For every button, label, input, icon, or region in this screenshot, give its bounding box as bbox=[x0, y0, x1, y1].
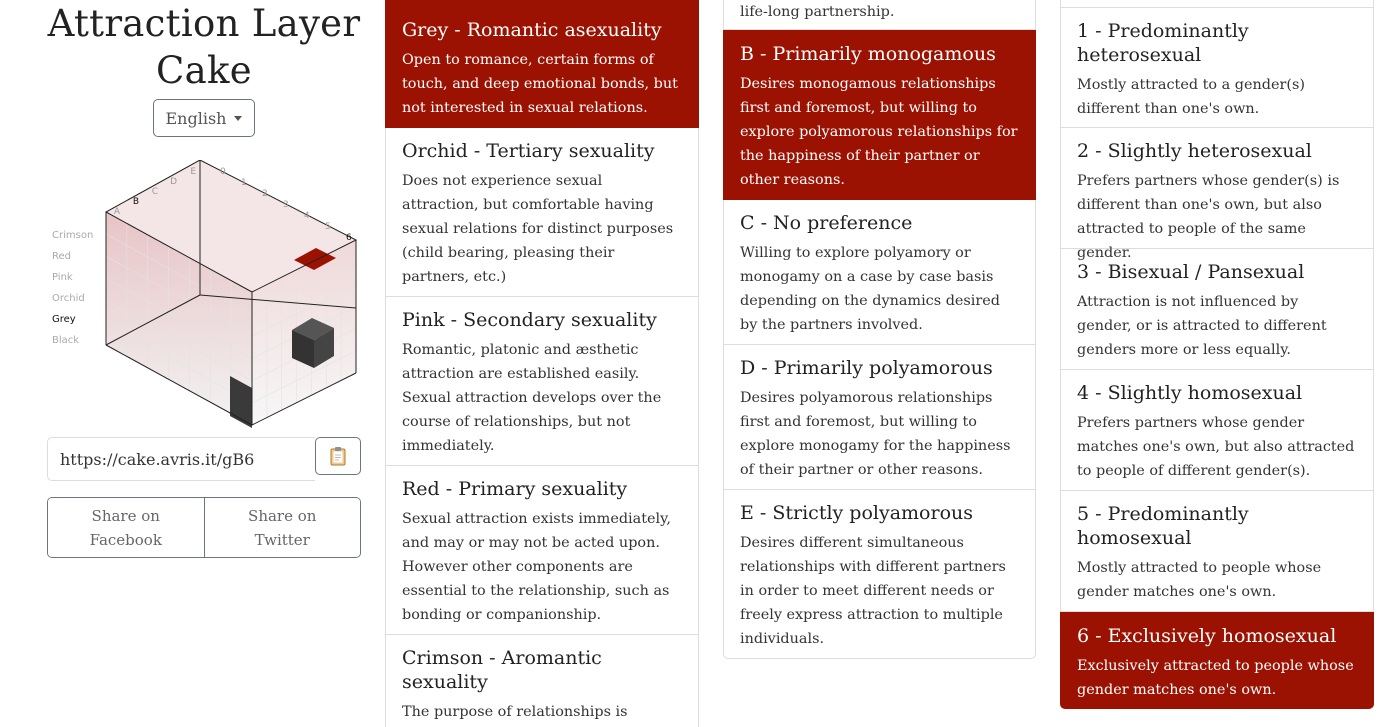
option-desc: Mostly attracted to people whose gender matches one's own. bbox=[1077, 560, 1322, 600]
option-desc: Sexual attraction exists immediately, and may or may not be acted upon. However other components are essential to the relationship, such as bonding or companionship. bbox=[402, 511, 671, 623]
cube-top-axis-label: B bbox=[132, 197, 139, 207]
attraction-cube[interactable] bbox=[40, 160, 368, 430]
cube-top-axis-label: C bbox=[151, 187, 158, 197]
left-panel bbox=[40, 0, 368, 549]
option-title: C - No preference bbox=[740, 212, 913, 234]
option-desc: Exclusively attracted to people whose gender matches one's own. bbox=[1077, 658, 1354, 698]
cube-top-axis-label: E bbox=[190, 167, 196, 177]
copy-url-button[interactable] bbox=[315, 437, 361, 475]
option-desc: The purpose of relationships is bbox=[402, 704, 628, 720]
option-polyamory-a-partial[interactable] bbox=[723, 0, 1036, 30]
option-desc: Prefers partners whose gender matches one's own, but also attracted to people of different gender(s). bbox=[1077, 415, 1355, 479]
language-selector-wrap bbox=[40, 99, 368, 137]
cube-layer-label: Crimson bbox=[52, 230, 94, 241]
option-desc: Romantic, platonic and æsthetic attraction are established easily. Sexual attraction develops over the course of relationships, but not immediately. bbox=[402, 342, 662, 454]
option-desc: Open to romance, certain forms of touch, and deep emotional bonds, but not interested in sexual relations. bbox=[402, 52, 678, 116]
app-title-line2: Cake bbox=[156, 49, 252, 92]
option-title: Grey - Romantic asexuality bbox=[402, 19, 662, 41]
option-orientation-2[interactable] bbox=[1060, 128, 1374, 261]
option-desc: Does not experience sexual attraction, but comfortable having sexual relations for distinct purposes (child bearing, pleasing their partners, etc.) bbox=[402, 173, 674, 285]
cube-side-axis-label: 1 bbox=[241, 178, 247, 188]
cube-side-axis-label: 0 bbox=[220, 167, 226, 177]
cube-layer-label: Orchid bbox=[52, 293, 85, 304]
polyamory-options bbox=[723, 0, 1036, 659]
option-orientation-3[interactable] bbox=[1060, 249, 1374, 370]
layer-options bbox=[385, 0, 699, 727]
option-desc: Desires different simultaneous relationships with different partners in order to meet different needs or freely express attraction to multiple individuals. bbox=[740, 535, 1006, 647]
option-title: 3 - Bisexual / Pansexual bbox=[1077, 261, 1305, 283]
cube-top-axis-label: D bbox=[170, 177, 177, 187]
option-layer-crimson[interactable] bbox=[385, 635, 699, 727]
option-title: D - Primarily polyamorous bbox=[740, 357, 993, 379]
cube-side-axis-label: 3 bbox=[283, 200, 289, 210]
app-title bbox=[40, 0, 368, 94]
app-title-line1: Attraction Layer bbox=[47, 2, 361, 45]
option-title: 5 - Predominantly homosexual bbox=[1077, 503, 1249, 549]
option-polyamory-d[interactable] bbox=[723, 345, 1036, 490]
option-layer-orchid[interactable] bbox=[385, 128, 699, 297]
option-title: 6 - Exclusively homosexual bbox=[1077, 625, 1337, 647]
chevron-down-icon bbox=[234, 116, 242, 121]
option-layer-grey[interactable] bbox=[385, 0, 699, 128]
cube-layer-label: Pink bbox=[52, 272, 73, 283]
option-polyamory-c[interactable] bbox=[723, 200, 1036, 345]
option-polyamory-e[interactable] bbox=[723, 490, 1036, 659]
option-layer-pink[interactable] bbox=[385, 297, 699, 466]
option-orientation-1[interactable] bbox=[1060, 8, 1374, 128]
cube-layer-label: Red bbox=[52, 251, 71, 262]
option-layer-red[interactable] bbox=[385, 466, 699, 635]
option-title: B - Primarily monogamous bbox=[740, 43, 996, 65]
cube-side-axis-label: 2 bbox=[262, 189, 268, 199]
cube-canvas[interactable] bbox=[40, 160, 368, 430]
cube-top-axis-label: A bbox=[113, 207, 120, 217]
share-url-input[interactable]: https://cake.avris.it/gB6 bbox=[47, 437, 315, 481]
option-desc: Mostly attracted to a gender(s) different than one's own. bbox=[1077, 77, 1306, 117]
cube-side-axis-label: 5 bbox=[325, 222, 331, 232]
clipboard-icon bbox=[329, 446, 347, 466]
cube-side-axis-label: 6 bbox=[346, 233, 352, 243]
orientation-options bbox=[1060, 0, 1374, 709]
option-title: Orchid - Tertiary sexuality bbox=[402, 140, 655, 162]
option-desc: Desires monogamous relationships first and foremost, but willing to explore polyamorous relationships for the happiness of their partner or other reasons. bbox=[740, 76, 1018, 188]
cube-layer-label: Black bbox=[52, 335, 80, 346]
option-desc: Desires polyamorous relationships first and foremost, but willing to explore monogamy for the happiness of their partner or other reasons. bbox=[740, 390, 1011, 478]
share-twitter-button[interactable]: Share on Twitter bbox=[204, 498, 361, 557]
option-orientation-0-partial[interactable] bbox=[1060, 0, 1374, 8]
share-url-row bbox=[47, 437, 361, 481]
option-desc: Willing to explore polyamory or monogamy on a case by case basis depending on the dynamics desired by the partners involved. bbox=[740, 245, 1001, 333]
language-label: English bbox=[165, 108, 227, 128]
option-title: Pink - Secondary sexuality bbox=[402, 309, 657, 331]
option-title: 2 - Slightly heterosexual bbox=[1077, 140, 1312, 162]
option-orientation-6[interactable] bbox=[1060, 612, 1374, 709]
option-title: Red - Primary sexuality bbox=[402, 478, 628, 500]
cube-layer-label: Grey bbox=[52, 314, 76, 325]
language-dropdown[interactable] bbox=[153, 99, 256, 137]
share-facebook-button[interactable]: Share on Facebook bbox=[48, 498, 204, 557]
option-desc: Attraction is not influenced by gender, or is attracted to different genders more or less equally. bbox=[1077, 294, 1327, 358]
option-orientation-4[interactable] bbox=[1060, 370, 1374, 491]
option-title: 1 - Predominantly heterosexual bbox=[1077, 20, 1249, 66]
option-orientation-5[interactable] bbox=[1060, 491, 1374, 612]
option-desc: Prefers partners whose gender(s) is different than one's own, but also attracted to people of the same gender. bbox=[1077, 173, 1340, 261]
option-title: Crimson - Aromantic sexuality bbox=[402, 647, 602, 693]
option-desc: life-long partnership. bbox=[740, 4, 895, 20]
share-buttons bbox=[47, 497, 361, 558]
option-title: E - Strictly polyamorous bbox=[740, 502, 974, 524]
option-polyamory-b[interactable] bbox=[723, 30, 1036, 200]
option-title: 4 - Slightly homosexual bbox=[1077, 382, 1303, 404]
cube-side-axis-label: 4 bbox=[304, 211, 310, 221]
